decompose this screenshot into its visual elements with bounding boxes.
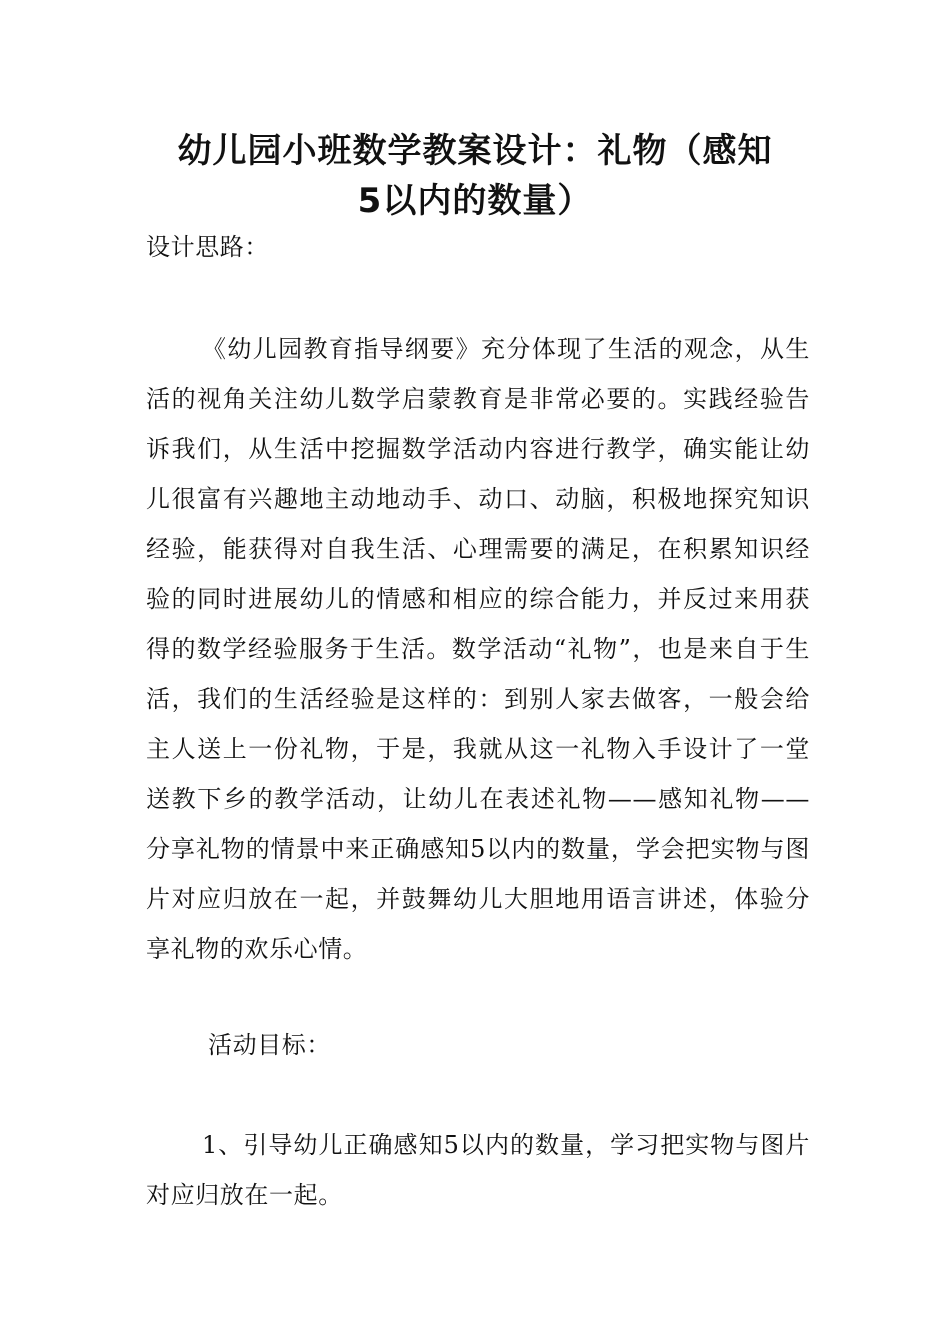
activity-goal-item: 1、引导幼儿正确感知5以内的数量，学习把实物与图片对应归放在一起。 [146,1131,810,1209]
document-title-line-1: 幼儿园小班数学教案设计：礼物（感知 [177,131,773,171]
design-ideas-heading: 设计思路： [146,233,269,261]
document-title-line-2: 5以内的数量） [357,181,593,221]
activity-goals-heading: 活动目标： [208,1031,331,1059]
design-ideas-paragraph: 《幼儿园教育指导纲要》充分体现了生活的观念，从生活的视角关注幼儿数学启蒙教育是非常必要的。实践经验告诉我们，从生活中挖掘数学活动内容进行教学，确实能让幼儿很富有兴趣地主动地动手、动口、动脑，积极地探究知识经验，能获得对自我生活、心理需要的满足，在积累知识经验的同时进展幼儿的情感和相应的综合能力，并反过来用获得的数学经验服务于生活。数学活动“礼物”，也是来自于生活，我们的生活经验是这样的：到别人家去做客，一般会给主人送上一份礼物，于是，我就从这一礼物入手设计了一堂送教下乡的教学活动，让幼儿在表述礼物——感知礼物——分享礼物的情景中来正确感知5以内的数量，学会把实物与图片对应归放在一起，并鼓舞幼儿大胆地用语言讲述，体验分享礼物的欢乐心情。 [146,335,810,963]
